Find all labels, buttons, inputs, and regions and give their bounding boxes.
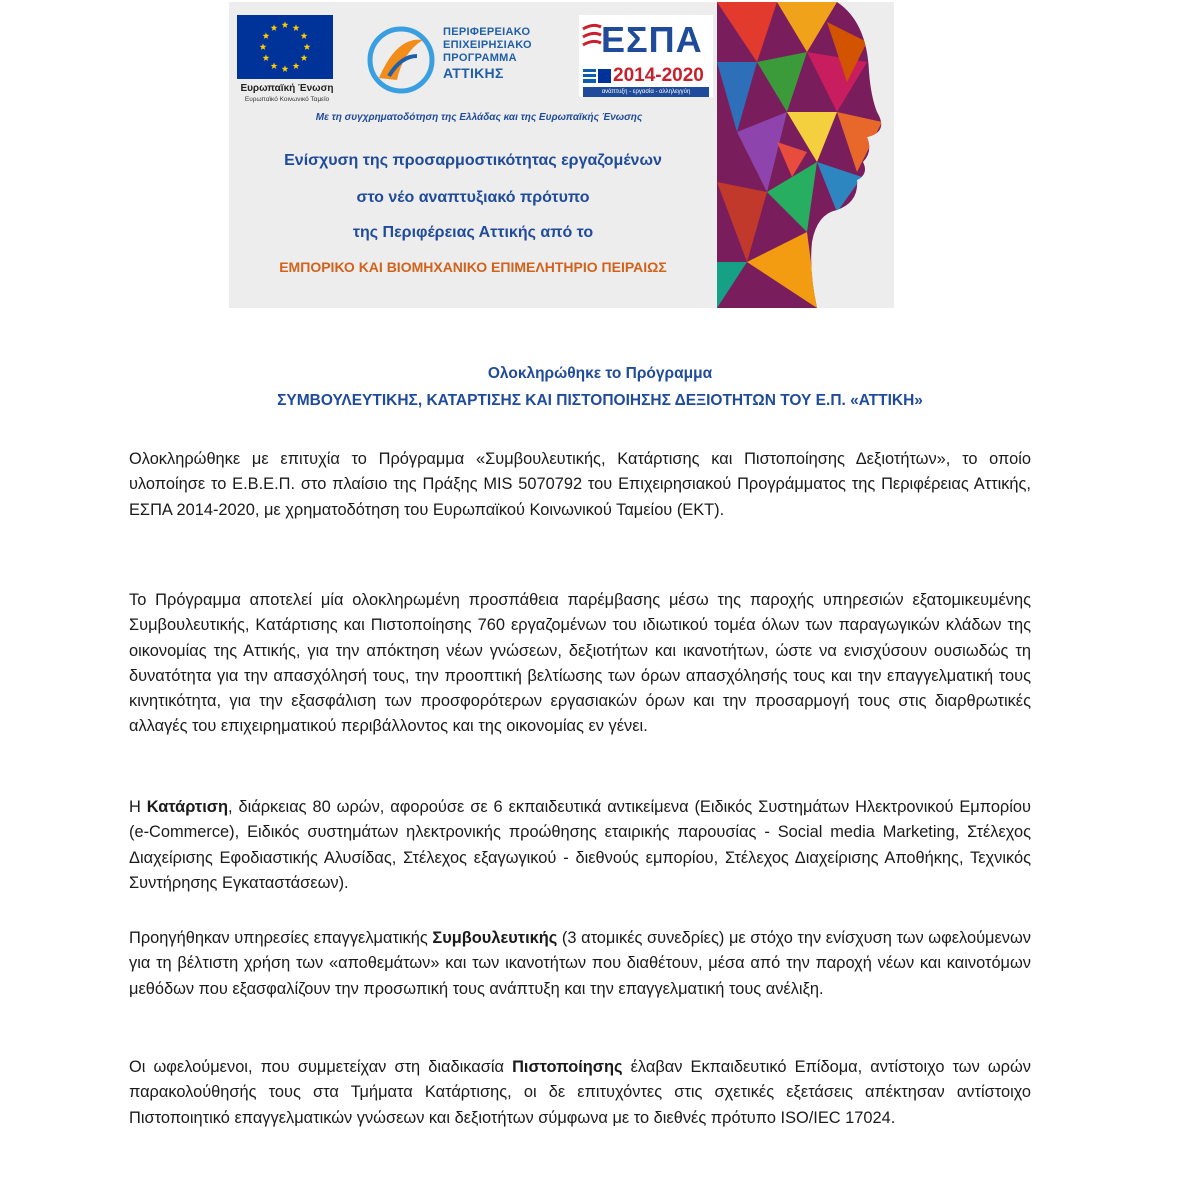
eu-sublabel: Ευρωπαϊκό Κοινωνικό Ταμείο (244, 96, 330, 103)
paragraph-intro: Ολοκληρώθηκε με επιτυχία το Πρόγραμμα «Συμβουλευτικής, Κατάρτισης και Πιστοποίησης Δεξιοτήτων», το οποίο υλοποίησε το Ε.Β.Ε.Π. στο πλαίσιο της Πράξης MIS 5070792 του Επιχειρησιακού Προγράμματος της Περιφέρειας Αττικής, ΕΣΠΑ 2014-2020, με χρηματοδότηση του Ευρωπαϊκού Κοινωνικού Ταμείου (ΕΚΤ). (129, 450, 1031, 519)
program-line: ΠΕΡΙΦΕΡΕΙΑΚΟ (443, 26, 531, 38)
eu-label: Ευρωπαϊκή Ένωση (240, 83, 334, 94)
banner-title-line: Ενίσχυση της προσαρμοστικότητας εργαζομένων (284, 152, 662, 169)
paragraph-program: Το Πρόγραμμα αποτελεί μία ολοκληρωμένη προσπάθεια παρέμβασης μέσω της παροχής υπηρεσιών εξατομικευμένης Συμβουλευτικής, Κατάρτισης και Πιστοποίησης 760 εργαζομένων του ιδιωτικού τομέα όλων των παραγωγικών κλάδων της οικονομίας της Αττικής, για την απόκτηση νέων γνώσεων, δεξιοτήτων και ικανοτήτων, ώστε να ενισχύσουν ουσιωδώς τη δυνατότητα για την απασχόλησή τους, την προοπτική βελτίωσης των όρων απασχόλησής τους και την επαγγελματική τους κινητικότητα, για την εξασφάλιση των προσφορότερων εργασιακών όρων και την προσαρμογή τους στις διαρθρωτικές αλλαγές του επιχειρηματικού περιβάλλοντος και της οικονομίας εν γένει. (129, 591, 1031, 736)
peripheral-program-logo-icon (367, 26, 435, 94)
text-segment: έλαβαν Εκπαιδευτικό Επίδομα, αντίστοιχο των ωρών παρακολούθησής τους στα Τμήματα Κατάρτισης, οι δε επιτυχόντες στις σχετικές εξετάσεις απέκτησαν αντίστοιχο Πιστοποιητικό επαγγελματικών γνώσεων και δεξιοτήτων σύμφωνα με το διεθνές πρότυπο ISO/IEC 17024. (129, 1058, 1031, 1127)
bold-term: Πιστοποίησης (512, 1058, 623, 1076)
paragraph-certification (129, 1055, 1031, 1131)
espa-title: ΕΣΠΑ (601, 19, 703, 60)
greek-eu-flags-icon (583, 69, 611, 83)
text-segment: (3 ατομικές συνεδρίες) με στόχο την ενίσχυση των ωφελούμενων για τη βέλτιστη χρήση των «αποθεμάτων» και των ικανοτήτων που διαθέτουν, μέσα από την παροχή νέων και καινοτόμων μεθόδων που εξασφαλίζουν την προσωπική τους ανάπτυξη και την επαγγελματική τους ανέλιξη. (129, 929, 1031, 998)
espa-logo-icon (579, 15, 713, 97)
text-segment: Η (129, 798, 147, 816)
bold-term: Κατάρτιση (146, 798, 229, 816)
paragraph-counseling (129, 926, 1031, 1002)
cofinancing-note: Με τη συγχρηματοδότηση της Ελλάδας και της Ευρωπαϊκής Ένωσης (315, 112, 643, 123)
program-line: ΠΡΟΓΡΑΜΜΑ (443, 52, 517, 64)
article-subheading: ΣΥΜΒΟΥΛΕΥΤΙΚΗΣ, ΚΑΤΑΡΤΙΣΗΣ ΚΑΙ ΠΙΣΤΟΠΟΙΗΣΗΣ ΔΕΞΙΟΤΗΤΩΝ ΤΟΥ Ε.Π. «ΑΤΤΙΚΗ» (277, 392, 923, 409)
program-name (443, 26, 532, 81)
article-heading: Ολοκληρώθηκε το Πρόγραμμα (487, 365, 713, 382)
text-segment: Προηγήθηκαν υπηρεσίες επαγγελματικής (129, 929, 433, 947)
program-line: ΑΤΤΙΚΗΣ (443, 65, 504, 81)
espa-years: 2014-2020 (613, 65, 704, 86)
text-segment: Οι ωφελούμενοι, που συμμετείχαν στη διαδικασία (129, 1058, 513, 1076)
espa-flag-swoosh-icon (581, 23, 603, 59)
espa-tagline: ανάπτυξη - εργασία - αλληλεγγύη (583, 87, 709, 97)
banner-title-line: της Περιφέρειας Αττικής από το (352, 224, 594, 241)
colorful-head-icon (717, 2, 894, 308)
text-segment: , διάρκειας 80 ωρών, αφορούσε σε 6 εκπαιδευτικά αντικείμενα (Ειδικός Συστημάτων Ηλεκτρονικού Εμπορίου (e-Commerce), Ειδικός συστημάτων ηλεκτρονικής προώθησης εταιρικής παρουσίας - Social media Marketing, Στέλεχος Διαχείρισης Εφοδιαστικής Αλυσίδας, Στέλεχος εξαγωγικού - διεθνούς εμπορίου, Στέλεχος Διαχείρισης Αποθήκης, Τεχνικός Συντήρησης Εγκαταστάσεων). (129, 798, 1031, 892)
paragraph-training (129, 795, 1031, 896)
chamber-name: ΕΜΠΟΡΙΚΟ ΚΑΙ ΒΙΟΜΗΧΑΝΙΚΟ ΕΠΙΜΕΛΗΤΗΡΙΟ ΠΕΙΡΑΙΩΣ (279, 259, 667, 275)
program-line: ΕΠΙΧΕΙΡΗΣΙΑΚΟ (443, 39, 532, 51)
eu-flag-icon (237, 15, 333, 79)
banner-title-line: στο νέο αναπτυξιακό πρότυπο (356, 189, 590, 206)
header-banner (229, 2, 894, 308)
bold-term: Συμβουλευτικής (432, 929, 558, 947)
